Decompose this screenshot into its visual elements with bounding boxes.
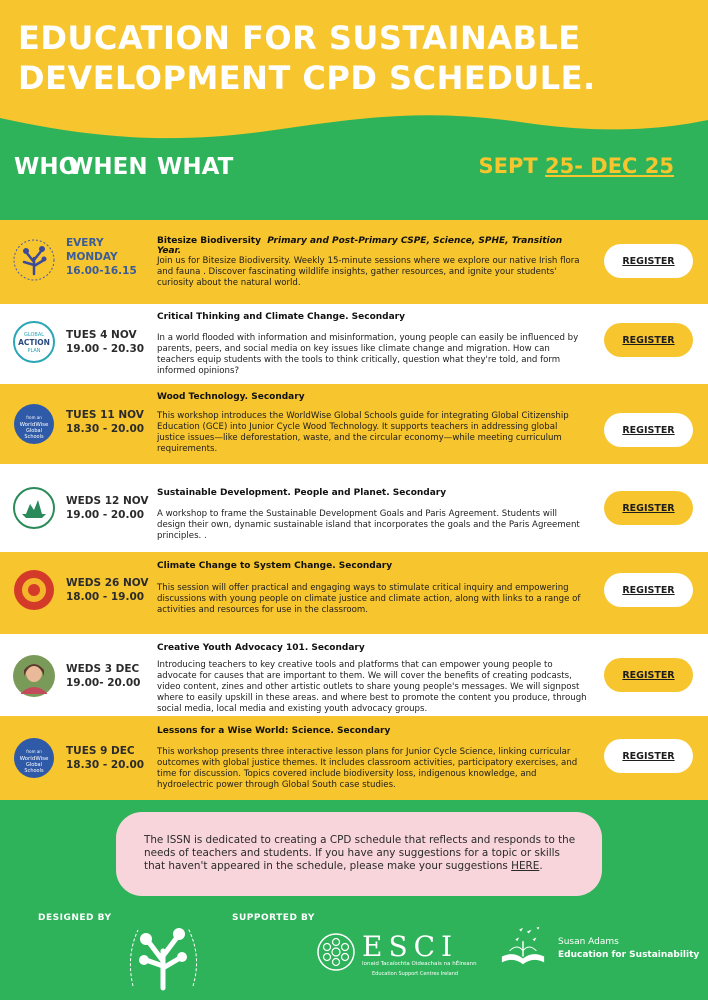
susan-adams-name: Susan Adams [558,937,619,947]
session-description: This workshop presents three interactive lesson plans for Junior Cycle Science, linking curricular outcomes with global justice themes. It includes classroom activities, participatory exercises, and time for discussion. Topics covered include biodiversity loss, indigenous knowledge, and hydroelectric power through Global South case studies. [157,747,578,790]
register-button[interactable]: REGISTER [604,658,693,692]
session-title: Lessons for a Wise World: Science. Secondary [157,726,391,736]
svg-text:WorldWise: WorldWise [19,422,49,428]
session-title: Creative Youth Advocacy 101. Secondary [157,643,365,653]
session-when: WEDS 12 NOV 19.00 - 20.00 [66,495,149,521]
book-birds-logo-icon [494,922,552,970]
session-when: TUES 11 NOV 18.30 - 20.00 [66,409,145,435]
page-title: EDUCATION FOR SUSTAINABLE DEVELOPMENT CPD SCHEDULE. [18,19,596,97]
biodiversity-tree-logo-icon [12,238,56,282]
column-header-what: WHAT [157,154,234,180]
register-button[interactable]: REGISTER [604,323,693,357]
session-when: WEDS 3 DEC 19.00- 20.00 [66,663,141,689]
session-title: Critical Thinking and Climate Change. Secondary [157,312,405,322]
svg-text:WorldWise: WorldWise [19,756,49,762]
date-range-start: SEPT [478,154,546,178]
suggestions-note: The ISSN is dedicated to creating a CPD schedule that reflects and responds to the needs of teachers and students. If you have any suggestions for a topic or skills that haven't appeared in the schedule, please make your suggestions HERE. [116,812,602,896]
session-when: WEDS 26 NOV 18.00 - 19.00 [66,577,149,603]
worldwise-global-schools-logo-icon [12,736,56,780]
column-header-who: WHO [14,154,79,180]
svg-text:PLAN: PLAN [27,348,41,354]
session-title: Sustainable Development. People and Planet. Secondary [157,488,447,498]
designed-by-label: DESIGNED BY [38,913,112,923]
session-when: EVERY MONDAY 16.00-16.15 [66,237,137,277]
session-row-climate-change [0,552,708,634]
susan-adams-tagline: Education for Sustainability [558,950,700,960]
suggestions-note-text: The ISSN is dedicated to creating a CPD schedule that reflects and responds to the needs of teachers and students. If you have any suggestions for a topic or skills that haven't appeared in the schedule, please make your suggestions [144,834,576,872]
session-title: Bitesize Biodiversity Primary and Post-Primary CSPE, Science, SPHE, Transition Year. [157,236,563,256]
svg-text:Global: Global [26,428,42,434]
session-description: In a world flooded with information and misinformation, young people can easily be influenced by parents, peers, and social media on key issues like climate change and migration. How can teachers equip students with the tools to think critically, question what they're told, and form informed opinions? [157,333,579,376]
session-title: Wood Technology. Secondary [157,392,305,402]
suggestions-link[interactable]: HERE [511,860,540,872]
session-when: TUES 4 NOV 19.00 - 20.30 [66,329,145,355]
session-row-biodiversity [0,220,708,304]
column-header-when: WHEN [68,154,148,180]
register-button[interactable]: REGISTER [604,739,693,773]
irish-schools-sustainability-network-logo-icon [118,906,208,996]
svg-text:ACTION: ACTION [18,338,50,347]
svg-text:GLOBAL: GLOBAL [23,332,45,338]
presenter-photo-icon [12,654,56,698]
session-description: This workshop introduces the WorldWise Global Schools guide for integrating Global Citizenship Education (GCE) into Junior Cycle Wood Technology. It supports teachers in addressing global justice issues—like deforestation, waste, and the circular economy—while meeting curriculum requirements. [157,411,569,454]
svg-text:from an: from an [26,415,42,420]
esci-emblem-icon [316,932,356,972]
svg-text:Schools: Schools [24,768,44,774]
session-description: Join us for Bitesize Biodiversity. Weekly 15-minute sessions where we explore our native Irish flora and fauna . Discover fascinating wildlife insights, gather resources, and ignite your students' curiosity about the natural world. [157,256,580,288]
session-row-sustainable-development [0,464,708,552]
register-button[interactable]: REGISTER [604,244,693,278]
financial-justice-ireland-logo-icon [12,568,56,612]
session-row-wood-technology [0,384,708,464]
session-when: TUES 9 DEC 18.30 - 20.00 [66,745,145,771]
svg-text:from an: from an [26,749,42,754]
esci-wordmark: ESCI [362,930,459,963]
worldwise-global-schools-logo-icon [12,402,56,446]
session-description: Introducing teachers to key creative tools and platforms that can empower young people to advocate for causes that are important to them. We will cover the benefits of creating podcasts, video content, zines and other artistic outlets to share young people's messages. We will signpost where to easily upskill in these areas. and where best to promote the content you produce, through social media, local media and existing youth advocacy groups. [157,660,587,714]
header-wave [0,100,708,160]
register-button[interactable]: REGISTER [604,573,693,607]
supported-by-label: SUPPORTED BY [232,913,315,923]
esci-english-name: Education Support Centres Ireland [372,971,459,977]
session-description: This session will offer practical and engaging ways to stimulate critical inquiry and empowering discussions with young people on climate justice and climate action, along with links to a range of activities and resources for use in the classroom. [157,583,581,615]
esci-irish-name: Ionaid Tacaíochta Oideachais na hÉireann [362,961,477,967]
register-button[interactable]: REGISTER [604,491,693,525]
svg-text:Schools: Schools [24,434,44,440]
session-row-lessons-wise-world [0,716,708,800]
register-button[interactable]: REGISTER [604,413,693,447]
sustainable-island-logo-icon [12,486,56,530]
date-range [479,154,674,178]
session-row-critical-thinking [0,304,708,384]
session-title: Climate Change to System Change. Secondary [157,561,393,571]
session-description: A workshop to frame the Sustainable Development Goals and Paris Agreement. Students will design their own, dynamic sustainable island that incorporates the goals and the Paris Agreement principles. . [157,509,580,541]
date-range-end: 25- DEC 25 [545,154,674,178]
svg-text:Global: Global [26,762,42,768]
session-row-creative-youth-advocacy [0,634,708,716]
global-action-plan-logo-icon [12,320,56,364]
